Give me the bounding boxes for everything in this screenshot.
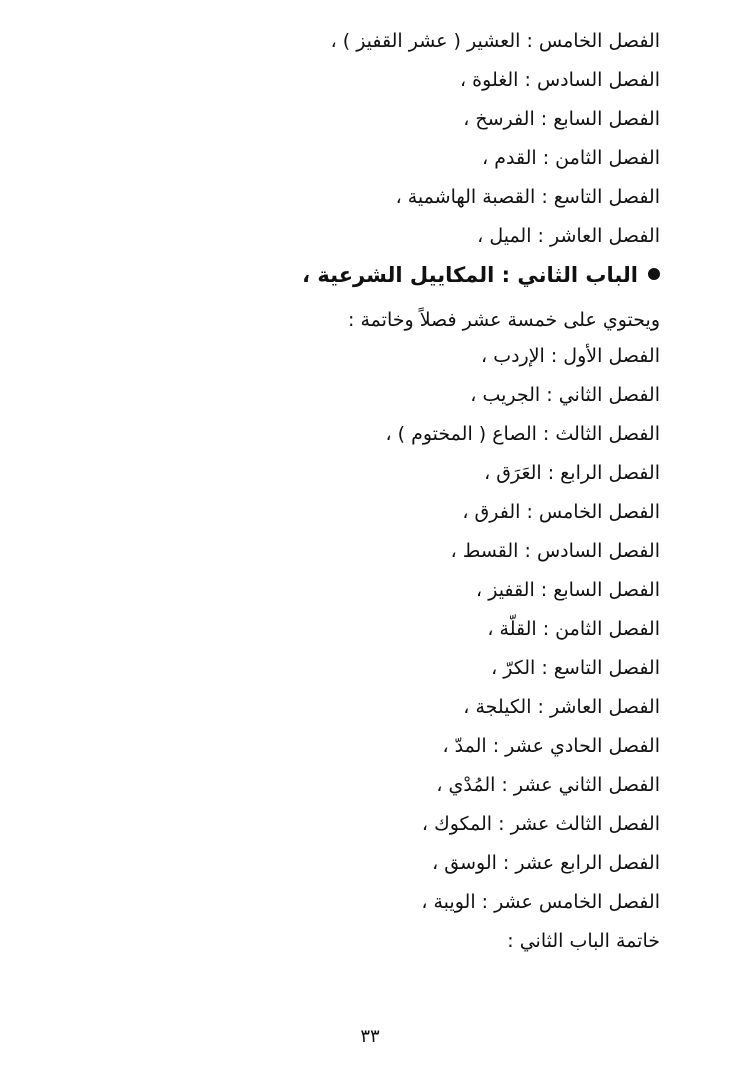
chapter-line: الفصل السابع : الفرسخ ، xyxy=(463,108,660,130)
chapter-line: الفصل الأول : الإردب ، xyxy=(481,345,660,367)
chapter-line: الفصل التاسع : الكرّ ، xyxy=(491,657,660,679)
section-heading xyxy=(302,262,660,288)
chapter-line: الفصل السادس : القسط ، xyxy=(450,540,660,562)
chapter-line: الفصل الحادي عشر : المدّ ، xyxy=(442,735,660,757)
page-number: ٣٣ xyxy=(360,1026,380,1047)
conclusion-line: خاتمة الباب الثاني : xyxy=(507,930,660,952)
section-heading-text: الباب الثاني : المكاييل الشرعية ، xyxy=(302,263,638,287)
chapter-line: الفصل الثامن : القلّة ، xyxy=(487,618,660,640)
bullet-icon xyxy=(648,268,660,280)
chapter-line: الفصل الرابع عشر : الوسق ، xyxy=(432,852,660,874)
chapter-line: الفصل السادس : الغلوة ، xyxy=(460,69,660,91)
chapter-line: الفصل الثالث : الصاع ( المختوم ) ، xyxy=(385,423,660,445)
section-intro: ويحتوي على خمسة عشر فصلاً وخاتمة : xyxy=(348,309,660,331)
chapter-line: الفصل التاسع : القصبة الهاشمية ، xyxy=(395,186,660,208)
chapter-line: الفصل العاشر : الميل ، xyxy=(477,225,660,247)
chapter-line: الفصل الثالث عشر : المكوك ، xyxy=(421,813,660,835)
chapter-line: الفصل الرابع : العَرَق ، xyxy=(484,462,660,484)
chapter-line: الفصل العاشر : الكيلجة ، xyxy=(463,696,660,718)
chapter-line: الفصل الخامس عشر : الويبة ، xyxy=(421,891,660,913)
chapter-line: الفصل الثاني عشر : المُدْي ، xyxy=(436,774,660,796)
chapter-line: الفصل السابع : القفيز ، xyxy=(476,579,660,601)
chapter-line: الفصل الثاني : الجريب ، xyxy=(470,384,660,406)
chapter-line: الفصل الخامس : العشير ( عشر القفيز ) ، xyxy=(330,30,660,52)
chapter-line: الفصل الثامن : القدم ، xyxy=(482,147,660,169)
chapter-line: الفصل الخامس : الفرق ، xyxy=(462,501,660,523)
